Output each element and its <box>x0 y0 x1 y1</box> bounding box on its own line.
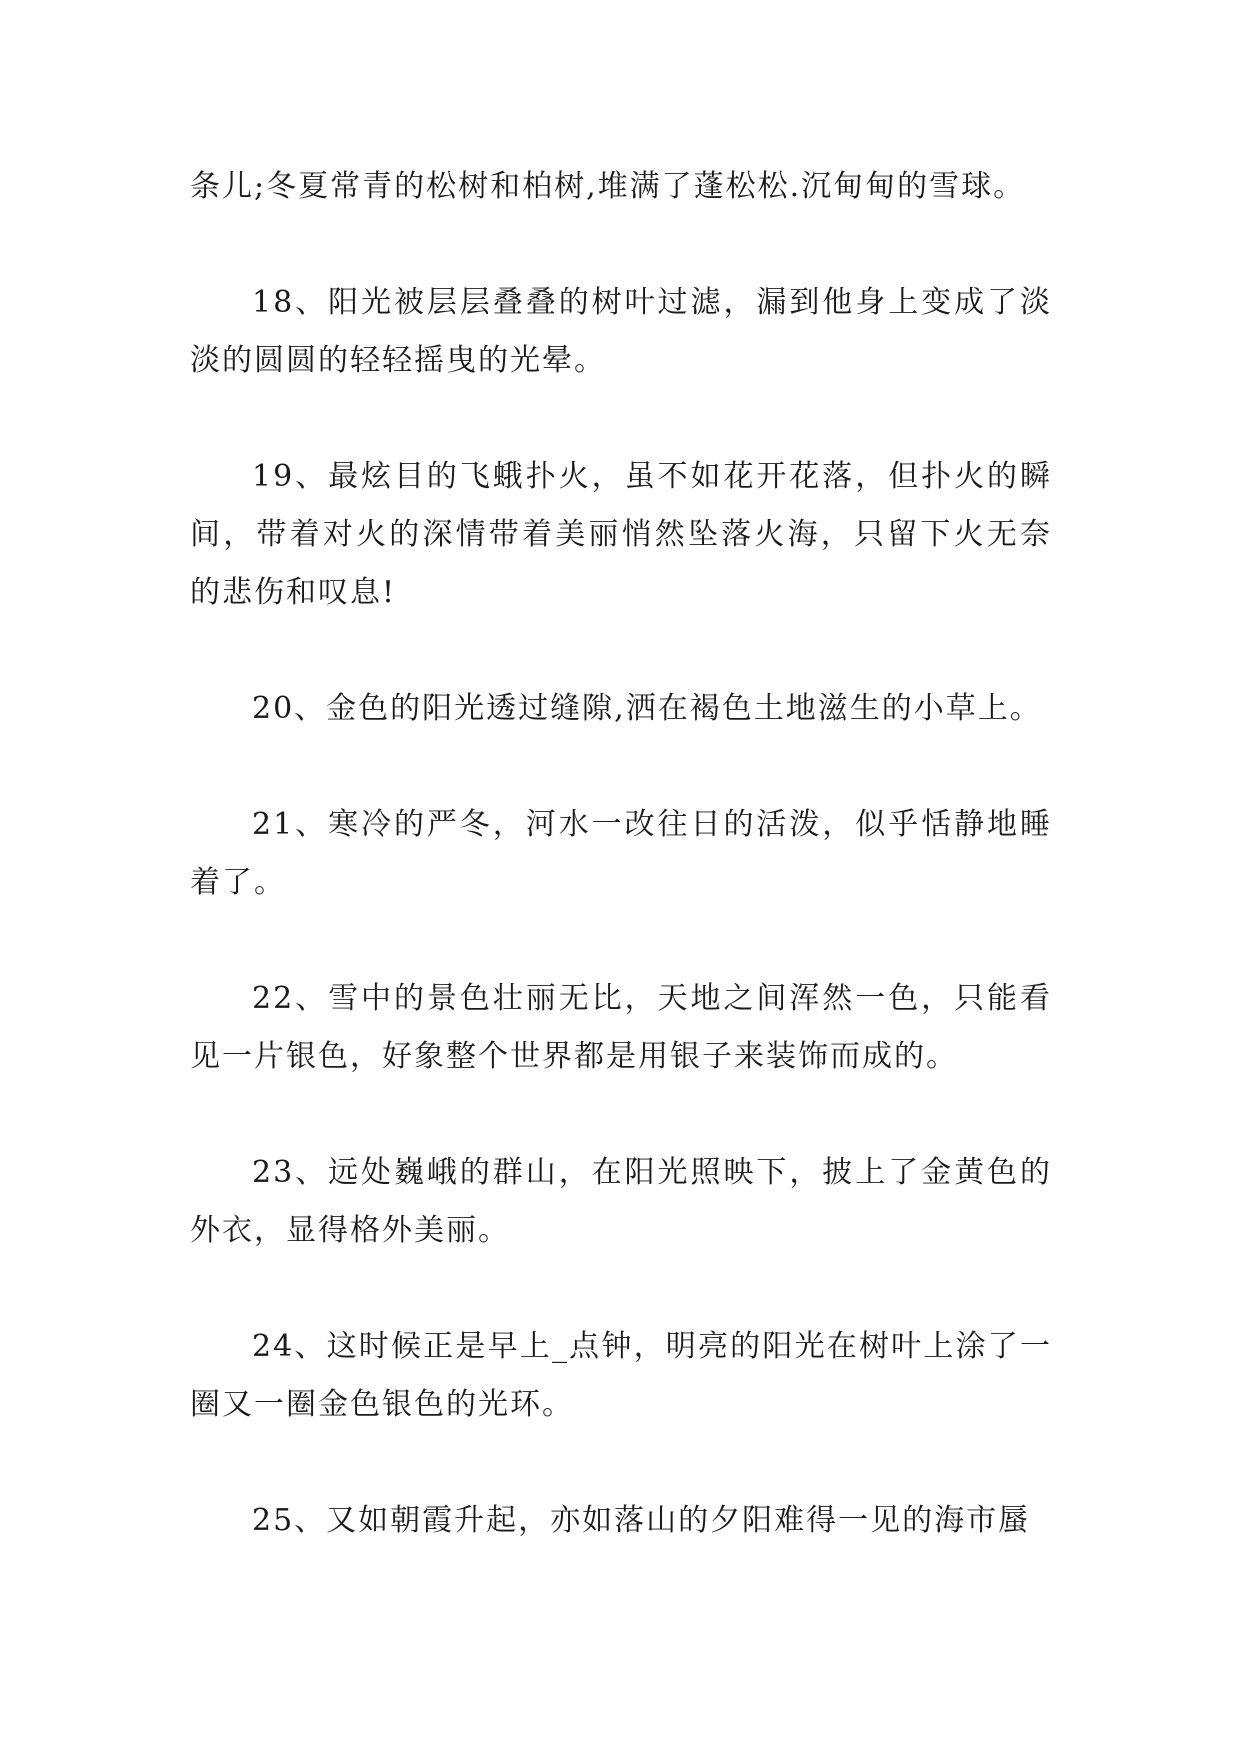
paragraph-24: 24、这时候正是早上_点钟，明亮的阳光在树叶上涂了一圈又一圈金色银色的光环。 <box>190 1329 1052 1422</box>
paragraph-20: 20、金色的阳光透过缝隙,洒在褐色土地滋生的小草上。 <box>252 691 1042 726</box>
paragraph-continued: 条儿;冬夏常青的松树和柏树,堆满了蓬松松.沉甸甸的雪球。 <box>190 169 1026 204</box>
document-body <box>190 158 1052 1608</box>
paragraph-21: 21、寒冷的严冬，河水一改往日的活泼，似乎恬静地睡着了。 <box>190 807 1052 900</box>
paragraph-19: 19、最炫目的飞蛾扑火，虽不如花开花落，但扑火的瞬间，带着对火的深情带着美丽悄然坠落火海，只留下火无奈的悲伤和叹息! <box>190 459 1052 610</box>
paragraph-22: 22、雪中的景色壮丽无比，天地之间浑然一色，只能看见一片银色，好象整个世界都是用银子来装饰而成的。 <box>190 981 1052 1074</box>
paragraph-23: 23、远处巍峨的群山，在阳光照映下，披上了金黄色的外衣，显得格外美丽。 <box>190 1155 1052 1248</box>
paragraph-18: 18、阳光被层层叠叠的树叶过滤，漏到他身上变成了淡淡的圆圆的轻轻摇曳的光晕。 <box>190 285 1052 378</box>
paragraph-25: 25、又如朝霞升起，亦如落山的夕阳难得一见的海市蜃 <box>252 1503 1031 1538</box>
